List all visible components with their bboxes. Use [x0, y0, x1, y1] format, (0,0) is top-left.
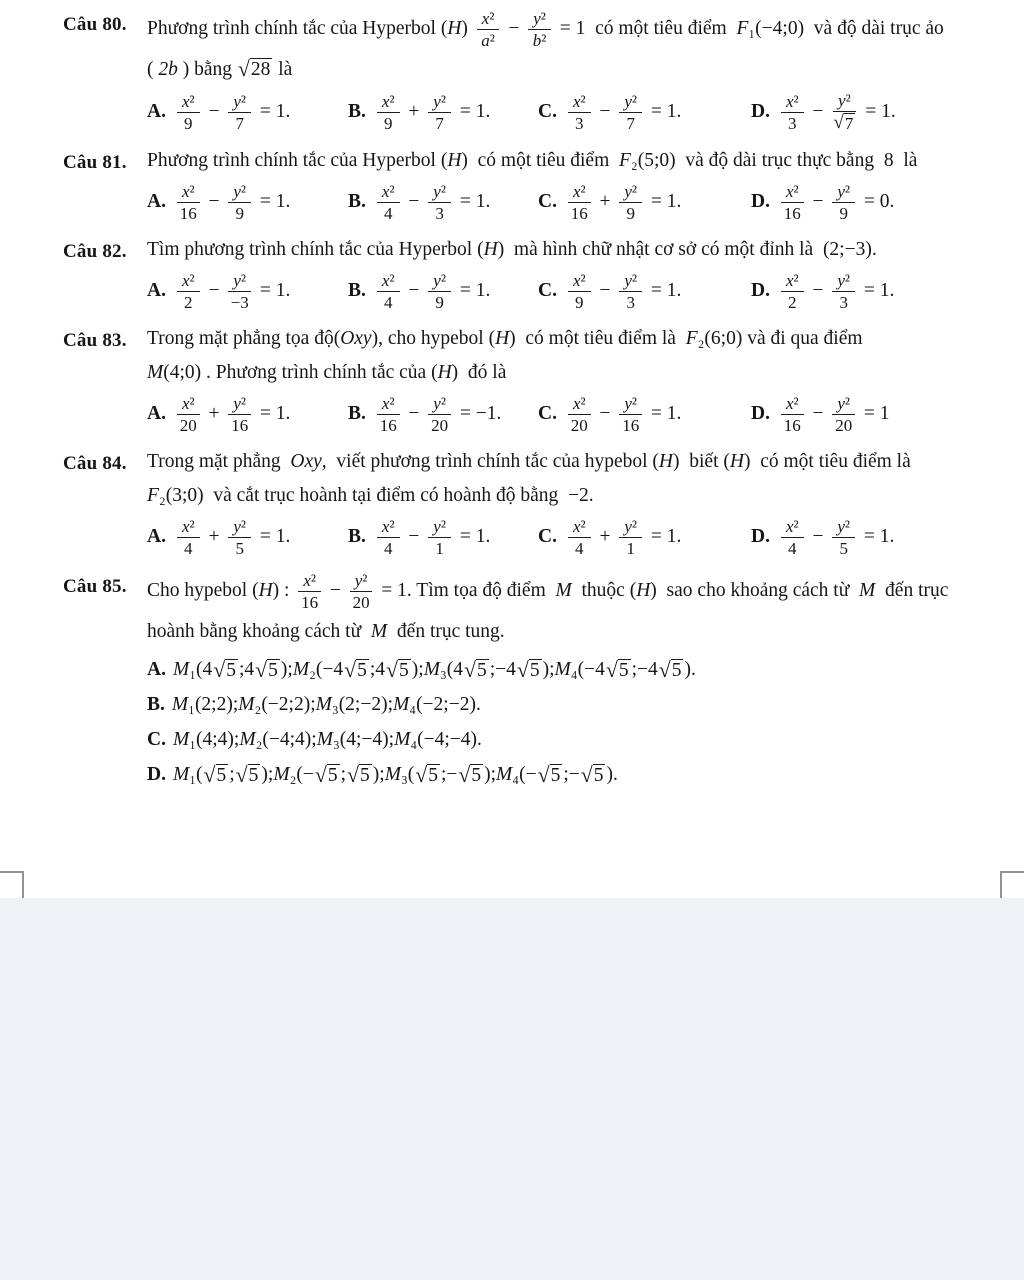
- option-formula: $\frac{\text{x²}}{4}$ + $\frac{\text{y²}}{1}$ = 1.: [564, 516, 681, 559]
- option-letter: A.: [147, 403, 166, 425]
- question-block-83: [63, 324, 986, 438]
- question-text-line: Phương trình chính tắc của Hyperbol ( H ) $\frac{\text{x²}}{\text{a²}}$ − $\frac{\text{y²}}{\text{b²}}$ = 1 có một tiêu điểm F ₁(−4;0) và độ dài trục ảo: [147, 9, 944, 51]
- question-body: [147, 8, 986, 137]
- option-formula: $\frac{\text{x²}}{9}$ − $\frac{\text{y²}}{3}$ = 1.: [564, 270, 681, 313]
- question-body: [147, 235, 986, 315]
- fraction: $\frac{\text{y²}}{9}$: [832, 182, 855, 223]
- fraction: $\frac{\text{y²}}{3}$: [832, 271, 855, 312]
- question-block-85: [63, 570, 986, 793]
- question-text-line: hoành bằng khoảng cách từ M đến trục tung.: [147, 620, 505, 642]
- option-letter: C.: [147, 729, 166, 751]
- option-letter: B.: [147, 694, 165, 716]
- option-C: [147, 723, 986, 758]
- sqrt-expression: √ 5: [580, 762, 604, 787]
- question-text-line: Phương trình chính tắc của Hyperbol ( H ) có một tiêu điểm F ₂(5;0) và độ dài trục thực bằng 8 là: [147, 149, 918, 171]
- fraction: $\frac{\text{y²}}{20}$: [428, 394, 451, 435]
- fraction: $\frac{\text{x²}}{4}$: [377, 271, 400, 312]
- question-body: [147, 324, 986, 438]
- fraction: $\frac{\text{x²}}{9}$: [377, 92, 400, 133]
- fraction: $\frac{\text{x²}}{9}$: [177, 92, 200, 133]
- fraction: $\frac{\text{x²}}{2}$: [177, 271, 200, 312]
- fraction: $\frac{\text{y²}}{20}$: [350, 571, 373, 612]
- sqrt-expression: √ 5: [516, 657, 540, 682]
- fraction: $\frac{\text{y²}}{3}$: [428, 182, 451, 223]
- question-text-line: Tìm phương trình chính tắc của Hyperbol ( H ) mà hình chữ nhật cơ sở có một đỉnh là (2;−3).: [147, 238, 877, 260]
- page-corner-mark-left: [0, 871, 24, 898]
- fraction: $\frac{\text{x²}}{3}$: [568, 92, 591, 133]
- option-formula: $\frac{\text{x²}}{9}$ − $\frac{\text{y²}}{7}$ = 1.: [173, 91, 290, 134]
- option-formula: $\frac{\text{x²}}{16}$ + $\frac{\text{y²}}{9}$ = 1.: [564, 181, 681, 224]
- fraction: $\frac{\text{y²}}{16}$: [228, 394, 251, 435]
- option-formula: $\frac{\text{x²}}{16}$ − $\frac{\text{y²}}{20}$ = −1.: [373, 393, 501, 436]
- option-letter: C.: [538, 191, 557, 213]
- sqrt-expression: √ 5: [213, 657, 236, 682]
- fraction: $\frac{\text{y²}}{5}$: [228, 517, 251, 558]
- question-text-line: ( 2b ) bằng √ 28 là: [147, 57, 293, 82]
- sqrt-expression: √ 5: [415, 762, 438, 787]
- option-A: [147, 181, 348, 224]
- fraction: $\frac{\text{x²}}{4}$: [377, 182, 400, 223]
- option-letter: B.: [348, 403, 366, 425]
- option-letter: C.: [538, 403, 557, 425]
- option-formula: $\frac{\text{x²}}{16}$ − $\frac{\text{y²}}{9}$ = 1.: [173, 181, 290, 224]
- sqrt-expression: √ 5: [235, 762, 259, 787]
- option-formula: $\frac{\text{x²}}{9}$ + $\frac{\text{y²}}{7}$ = 1.: [373, 91, 490, 134]
- fraction: $\frac{\text{x²}}{16}$: [377, 394, 400, 435]
- question-text-line: F ₂(3;0) và cắt trục hoành tại điểm có hoành độ bằng −2.: [147, 484, 594, 506]
- sqrt-expression: √ 5: [314, 762, 338, 787]
- question-block-81: [63, 146, 986, 226]
- option-C: [538, 91, 751, 134]
- sqrt-expression: √ 5: [658, 657, 682, 682]
- question-number: Câu 82.: [63, 240, 127, 262]
- fraction: $\frac{\text{x²}}{16}$: [781, 394, 804, 435]
- option-formula: M ₁( √ 5 ; √ 5 ); M ₂(− √ 5 ; √ 5 ); M ₃( √ 5 ;− √ 5 ); M ₄(− √ 5 ;− √ 5 ).: [172, 762, 618, 787]
- option-letter: C.: [538, 101, 557, 123]
- option-A: [147, 270, 348, 313]
- option-A: [147, 393, 348, 436]
- answer-options: [147, 516, 986, 559]
- fraction: $\frac{\text{x²}}{4}$: [177, 517, 200, 558]
- option-C: [538, 181, 751, 224]
- option-letter: A.: [147, 101, 166, 123]
- question-body: [147, 447, 986, 561]
- sqrt-expression: √ 5: [605, 657, 629, 682]
- answer-options: [147, 653, 986, 793]
- fraction: $\frac{\text{y²}}{20}$: [832, 394, 855, 435]
- option-D: [751, 516, 986, 559]
- option-B: [348, 270, 538, 313]
- option-B: [348, 181, 538, 224]
- option-formula: M ₁(4 √ 5 ;4 √ 5 ); M ₂(−4 √ 5 ;4 √ 5 ); M ₃(4 √ 5 ;−4 √ 5 ); M ₄(−4 √ 5 ;−4 √ 5 ).: [172, 657, 696, 682]
- option-C: [538, 270, 751, 313]
- answer-options: [147, 270, 986, 313]
- option-letter: A.: [147, 280, 166, 302]
- question-text-line: Cho hypebol ( H ) : $\frac{\text{x²}}{16}$ − $\frac{\text{y²}}{20}$ = 1. Tìm tọa độ điểm M thuộc ( H ) sao cho khoảng cách từ M đến trục: [147, 570, 949, 612]
- fraction: $\frac{\text{y²}}{7}$: [428, 92, 451, 133]
- option-formula: $\frac{\text{x²}}{16}$ − $\frac{\text{y²}}{9}$ = 0.: [777, 181, 894, 224]
- option-letter: D.: [147, 764, 166, 786]
- fraction: $\frac{\text{x²}}{20}$: [177, 394, 200, 435]
- viewer-background: [0, 898, 1024, 1280]
- fraction: $\frac{\text{x²}}{3}$: [781, 92, 804, 133]
- question-number: Câu 84.: [63, 452, 127, 474]
- option-letter: D.: [751, 403, 770, 425]
- sqrt-expression: √ 5: [347, 762, 370, 787]
- fraction: $\frac{\text{x²}}{4}$: [377, 517, 400, 558]
- fraction: $\frac{\text{x²}}{16}$: [781, 182, 804, 223]
- option-formula: $\frac{\text{x²}}{20}$ − $\frac{\text{y²}}{16}$ = 1.: [564, 393, 681, 436]
- fraction: $\frac{\text{y²}}{7}$: [228, 92, 251, 133]
- sqrt-expression: √ 5: [203, 762, 227, 787]
- sqrt-expression: √ 5: [537, 762, 561, 787]
- option-formula: $\frac{\text{x²}}{4}$ − $\frac{\text{y²}}{5}$ = 1.: [777, 516, 894, 559]
- fraction: $\frac{\text{x²}}{2}$: [781, 271, 804, 312]
- option-letter: B.: [348, 280, 366, 302]
- question-body: [147, 146, 986, 226]
- question-block-84: [63, 447, 986, 561]
- option-C: [538, 516, 751, 559]
- option-formula: $\frac{\text{x²}}{20}$ + $\frac{\text{y²}}{16}$ = 1.: [173, 393, 290, 436]
- sqrt-expression: √ 5: [458, 762, 482, 787]
- question-body: [147, 570, 986, 793]
- answer-options: [147, 90, 986, 135]
- option-letter: D.: [751, 191, 770, 213]
- option-formula: M ₁(2;2); M ₂(−2;2); M ₃(2;−2); M ₄(−2;−2).: [171, 694, 481, 716]
- question-number: Câu 83.: [63, 329, 127, 351]
- sqrt-expression: √ 5: [255, 657, 278, 682]
- option-B: [348, 91, 538, 134]
- option-formula: $\frac{\text{x²}}{16}$ − $\frac{\text{y²}}{20}$ = 1: [777, 393, 890, 436]
- question-text-line: Trong mặt phẳng Oxy , viết phương trình chính tắc của hypebol ( H ) biết ( H ) có một tiêu điểm là: [147, 450, 911, 472]
- fraction: $\frac{\text{x²}}{\text{a²}}$: [477, 9, 500, 50]
- fraction: $\frac{\text{x²}}{16}$: [177, 182, 200, 223]
- fraction: $\frac{\text{y²}}{9}$: [619, 182, 642, 223]
- answer-options: [147, 393, 986, 436]
- option-A: [147, 516, 348, 559]
- fraction: $\frac{\text{y²}}{9}$: [228, 182, 251, 223]
- sqrt-expression: √ 28: [237, 57, 271, 82]
- question-text-line: Trong mặt phẳng tọa độ( Oxy ), cho hypebol ( H ) có một tiêu điểm là F ₂(6;0) và đi qua điểm: [147, 327, 863, 349]
- option-formula: $\frac{\text{x²}}{2}$ − $\frac{\text{y²}}{3}$ = 1.: [777, 270, 894, 313]
- option-letter: C.: [538, 526, 557, 548]
- fraction: $\frac{\text{x²}}{4}$: [568, 517, 591, 558]
- option-B: [348, 516, 538, 559]
- fraction: $\frac{\text{y²}}{5}$: [832, 517, 855, 558]
- option-letter: D.: [751, 280, 770, 302]
- question-block-82: [63, 235, 986, 315]
- question-block-80: [63, 8, 986, 137]
- fraction: $\frac{\text{y²}}{-3}$: [228, 271, 251, 312]
- option-formula: $\frac{\text{x²}}{3}$ − $\frac{\text{y²}}{7}$ = 1.: [564, 91, 681, 134]
- fraction: $\frac{\text{x²}}{20}$: [568, 394, 591, 435]
- option-letter: B.: [348, 526, 366, 548]
- fraction: $\frac{\text{y²}}{16}$: [619, 394, 642, 435]
- option-D: [751, 393, 986, 436]
- option-D: [751, 270, 986, 313]
- question-number: Câu 85.: [63, 575, 127, 597]
- option-letter: A.: [147, 659, 166, 681]
- question-text-line: M (4;0) . Phương trình chính tắc của ( H ) đó là: [147, 361, 507, 383]
- option-formula: M ₁(4;4); M ₂(−4;4); M ₃(4;−4); M ₄(−4;−4).: [172, 729, 482, 751]
- page-corner-mark-right: [1000, 871, 1024, 898]
- fraction: $\frac{\text{y²}}{7}$: [619, 92, 642, 133]
- option-C: [538, 393, 751, 436]
- option-D: [751, 90, 986, 135]
- option-A: [147, 653, 986, 688]
- question-number: Câu 81.: [63, 151, 127, 173]
- fraction: $\frac{\text{x²}}{16}$: [568, 182, 591, 223]
- option-D: [751, 181, 986, 224]
- answer-options: [147, 181, 986, 224]
- fraction: y² √ 7: [832, 91, 856, 134]
- question-number: Câu 80.: [63, 14, 127, 35]
- sqrt-expression: √ 5: [463, 657, 487, 682]
- sqrt-expression: √ 7: [833, 112, 854, 134]
- fraction: $\frac{\text{y²}}{3}$: [619, 271, 642, 312]
- option-formula: $\frac{\text{x²}}{4}$ + $\frac{\text{y²}}{5}$ = 1.: [173, 516, 290, 559]
- option-formula: $\frac{\text{x²}}{2}$ − $\frac{\text{y²}}{-3}$ = 1.: [173, 270, 290, 313]
- fraction: $\frac{\text{x²}}{9}$: [568, 271, 591, 312]
- option-formula: $\frac{\text{x²}}{3}$ − y² √ 7 = 1.: [777, 90, 896, 135]
- fraction: $\frac{\text{y²}}{\text{b²}}$: [528, 9, 551, 50]
- sqrt-expression: √ 5: [344, 657, 367, 682]
- option-letter: D.: [751, 101, 770, 123]
- option-letter: C.: [538, 280, 557, 302]
- sqrt-expression: √ 5: [386, 657, 409, 682]
- option-A: [147, 91, 348, 134]
- fraction: $\frac{\text{x²}}{4}$: [781, 517, 804, 558]
- option-formula: $\frac{\text{x²}}{4}$ − $\frac{\text{y²}}{9}$ = 1.: [373, 270, 490, 313]
- questions-list: [63, 8, 986, 793]
- option-B: [348, 393, 538, 436]
- option-letter: A.: [147, 191, 166, 213]
- option-letter: B.: [348, 101, 366, 123]
- fraction: $\frac{\text{y²}}{1}$: [428, 517, 451, 558]
- option-B: [147, 688, 986, 723]
- fraction: $\frac{\text{x²}}{16}$: [298, 571, 321, 612]
- option-D: [147, 758, 986, 793]
- option-formula: $\frac{\text{x²}}{4}$ − $\frac{\text{y²}}{3}$ = 1.: [373, 181, 490, 224]
- fraction: $\frac{\text{y²}}{9}$: [428, 271, 451, 312]
- option-formula: $\frac{\text{x²}}{4}$ − $\frac{\text{y²}}{1}$ = 1.: [373, 516, 490, 559]
- option-letter: B.: [348, 191, 366, 213]
- option-letter: A.: [147, 526, 166, 548]
- fraction: $\frac{\text{y²}}{1}$: [619, 517, 642, 558]
- option-letter: D.: [751, 526, 770, 548]
